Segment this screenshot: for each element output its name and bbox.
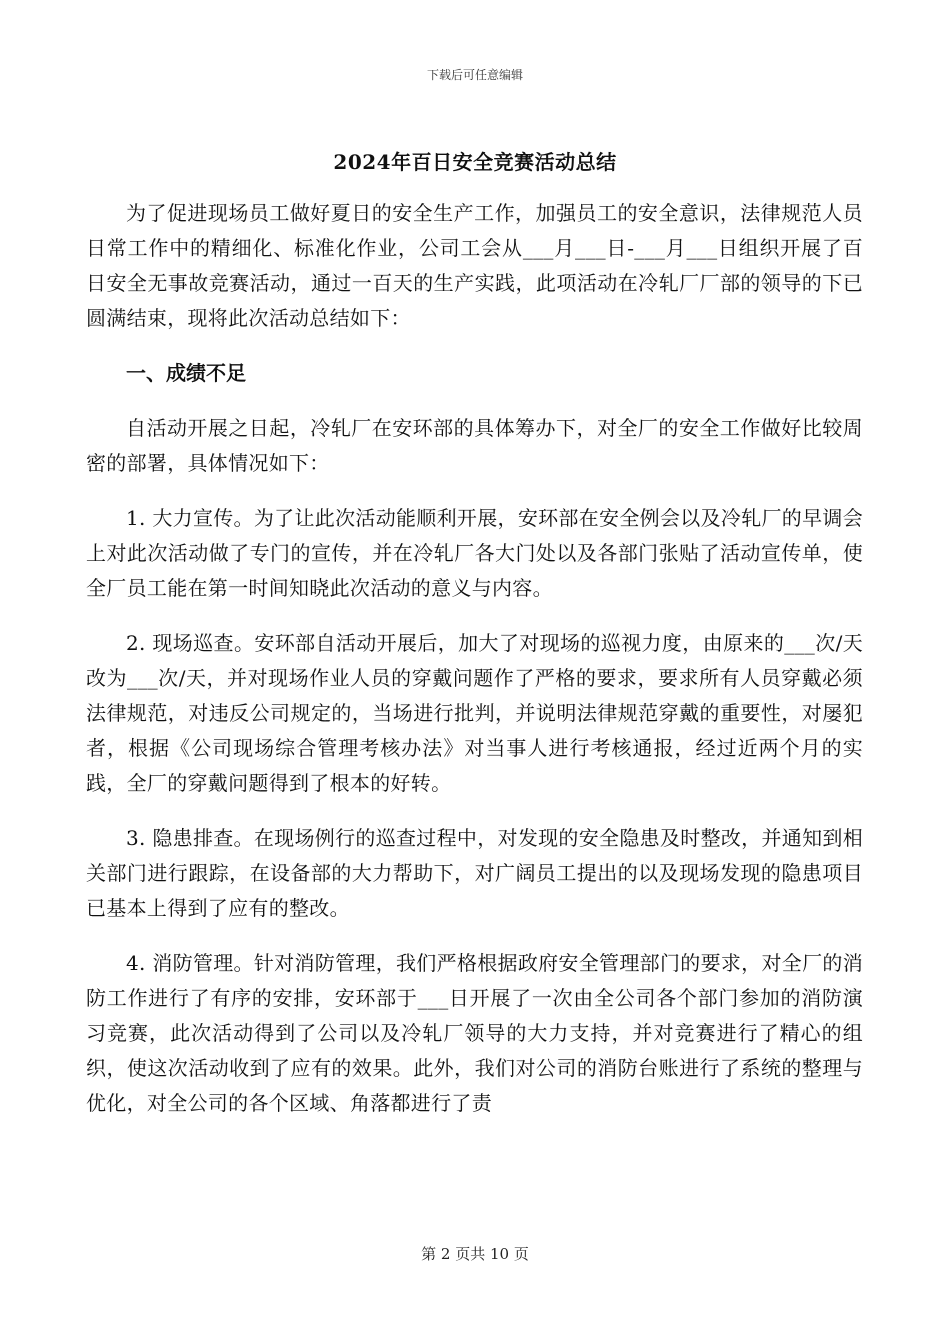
page-header-note: 下载后可任意编辑 <box>426 68 523 82</box>
document-title: 2024年百日安全竞赛活动总结 <box>333 150 617 174</box>
list-item-fire-management: 4. 消防管理。针对消防管理，我们严格根据政府安全管理部门的要求，对全厂的消防工作进行了有序的安排，安环部于___日开展了一次由全公司各个部门参加的消防演习竞赛，此次活动得到了公司以及冷轧厂领导的大力支持，并对竞赛进行了精心的组织，使这次活动收到了应有的效果。此外，我们对公司的消防台账进行了系统的整理与优化，对全公司的各个区域、角落都进行了责 <box>86 951 863 1115</box>
section-intro-paragraph: 自活动开展之日起，冷轧厂在安环部的具体筹办下，对全厂的安全工作做好比较周密的部署，具体情况如下： <box>86 416 863 475</box>
section-heading: 一、成绩不足 <box>126 361 246 385</box>
list-item-inspection: 2. 现场巡查。安环部自活动开展后，加大了对现场的巡视力度，由原来的___次/天改为___次/天，并对现场作业人员的穿戴问题作了严格的要求，要求所有人员穿戴必须法律规范，对违反公司规定的，当场进行批判，并说明法律规范穿戴的重要性，对屡犯者，根据《公司现场综合管理考核办法》对当事人进行考核通报，经过近两个月的实践，全厂的穿戴问题得到了根本的好转。 <box>86 631 863 795</box>
list-item-hazard-check: 3. 隐患排查。在现场例行的巡查过程中，对发现的安全隐患及时整改，并通知到相关部门进行跟踪，在设备部的大力帮助下，对广阔员工提出的以及现场发现的隐患项目已基本上得到了应有的整改。 <box>86 826 863 920</box>
document-body <box>86 196 863 1141</box>
list-item-publicity: 1. 大力宣传。为了让此次活动能顺利开展，安环部在安全例会以及冷轧厂的早调会上对此次活动做了专门的宣传，并在冷轧厂各大门处以及各部门张贴了活动宣传单，使全厂员工能在第一时间知晓此次活动的意义与内容。 <box>86 506 863 600</box>
intro-paragraph: 为了促进现场员工做好夏日的安全生产工作，加强员工的安全意识，法律规范人员日常工作中的精细化、标准化作业，公司工会从___月___日-___月___日组织开展了百日安全无事故竞赛活动，通过一百天的生产实践，此项活动在冷轧厂厂部的领导的下已圆满结束，现将此次活动总结如下： <box>86 201 863 330</box>
page-number: 第 2 页共 10 页 <box>421 1245 529 1263</box>
